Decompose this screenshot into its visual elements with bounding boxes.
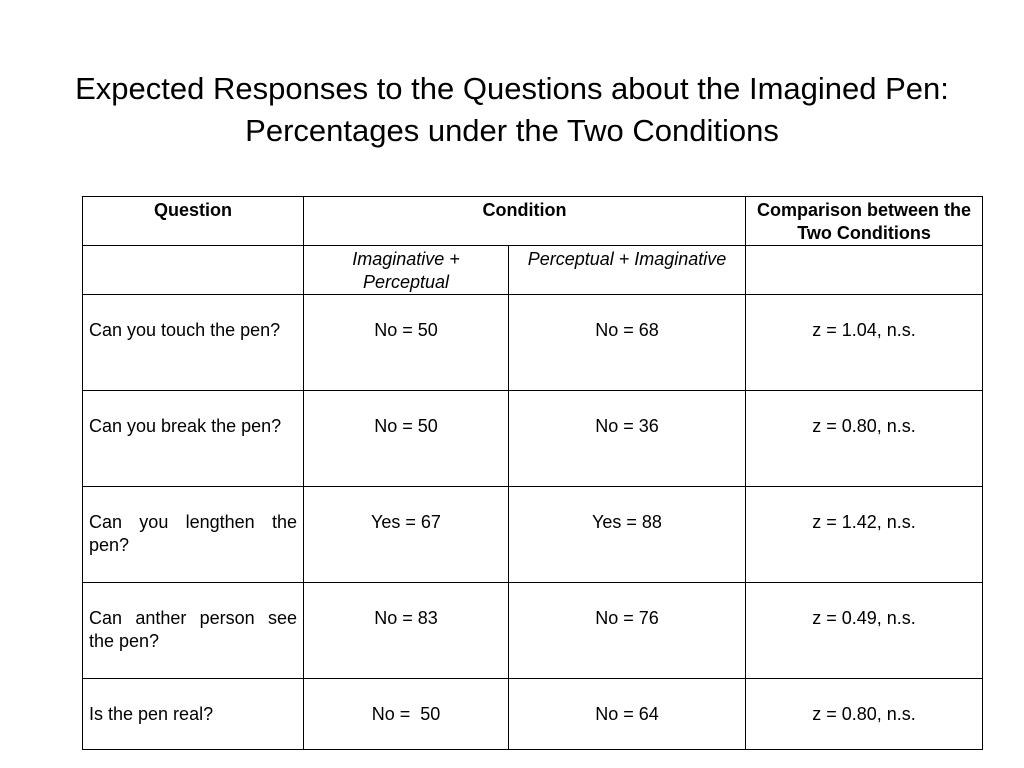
condition1-cell: No = 50	[304, 679, 509, 750]
comparison-cell: z = 1.04, n.s.	[746, 295, 983, 391]
subheader-row	[83, 246, 983, 295]
condition2-cell: No = 64	[509, 679, 746, 750]
question-cell: Can you touch the pen?	[83, 295, 304, 391]
title-line-1: Expected Responses to the Questions about the Imagined Pen:	[75, 71, 949, 106]
subheader-empty-left	[83, 246, 304, 295]
comparison-cell: z = 0.80, n.s.	[746, 391, 983, 487]
condition1-cell: Yes = 67	[304, 487, 509, 583]
slide-title	[0, 68, 1024, 152]
condition1-cell: No = 50	[304, 391, 509, 487]
comparison-cell: z = 0.49, n.s.	[746, 583, 983, 679]
subheader-perceptual-imaginative: Perceptual + Imaginative	[509, 246, 746, 295]
subheader-empty-right	[746, 246, 983, 295]
results-table	[82, 196, 983, 750]
header-question: Question	[83, 197, 304, 246]
condition2-cell: No = 76	[509, 583, 746, 679]
question-cell: Can anther person see the pen?	[83, 583, 304, 679]
header-row	[83, 197, 983, 246]
comparison-cell: z = 0.80, n.s.	[746, 679, 983, 750]
question-cell: Can you break the pen?	[83, 391, 304, 487]
condition2-cell: No = 36	[509, 391, 746, 487]
header-condition: Condition	[304, 197, 746, 246]
header-comparison: Comparison between the Two Conditions	[746, 197, 983, 246]
table-row	[83, 391, 983, 487]
question-cell: Is the pen real?	[83, 679, 304, 750]
title-line-2: Percentages under the Two Conditions	[245, 113, 779, 148]
comparison-cell: z = 1.42, n.s.	[746, 487, 983, 583]
condition2-cell: No = 68	[509, 295, 746, 391]
condition2-cell: Yes = 88	[509, 487, 746, 583]
table-row	[83, 295, 983, 391]
table-row	[83, 583, 983, 679]
subheader-imaginative-perceptual: Imaginative + Perceptual	[304, 246, 509, 295]
condition1-cell: No = 50	[304, 295, 509, 391]
table-row	[83, 487, 983, 583]
condition1-cell: No = 83	[304, 583, 509, 679]
question-cell: Can you lengthen the pen?	[83, 487, 304, 583]
table-row	[83, 679, 983, 750]
